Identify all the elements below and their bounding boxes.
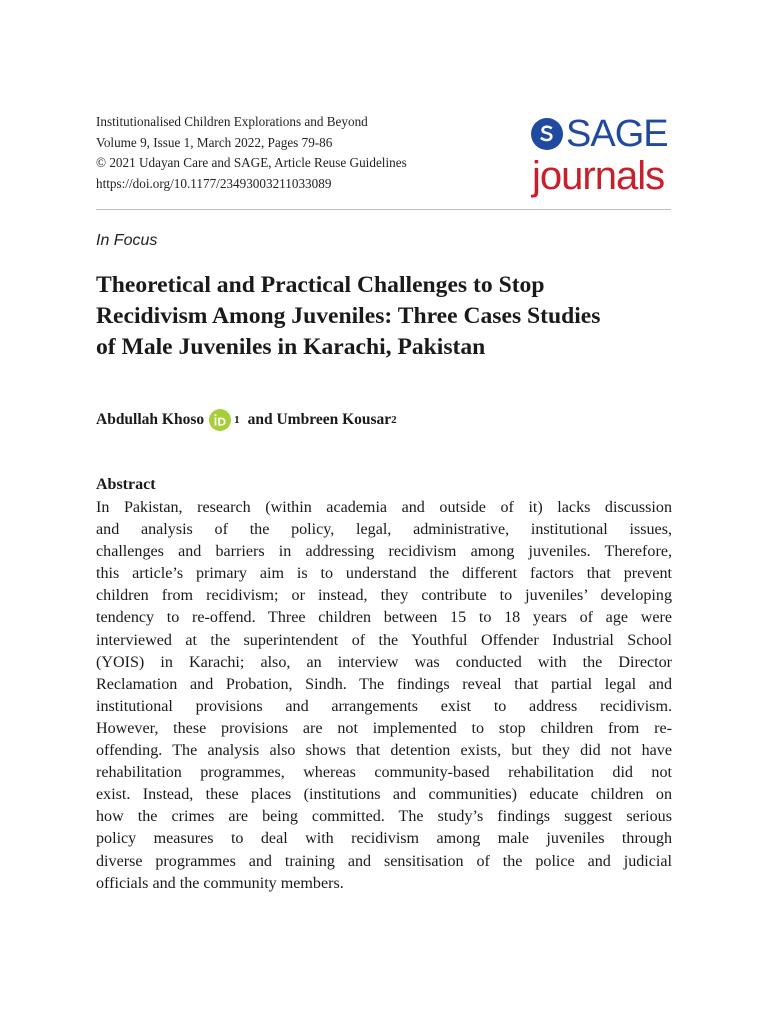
- abstract-line: Reclamation and Probation, Sindh. The findings reveal that partial legal and: [96, 675, 672, 693]
- copyright-line: © 2021 Udayan Care and SAGE, Article Reuse Guidelines: [96, 155, 407, 170]
- title-line: of Male Juveniles in Karachi, Pakistan: [96, 334, 486, 360]
- abstract-line: how the crimes are being committed. The study’s findings suggest serious: [96, 808, 672, 826]
- abstract-line: policy measures to deal with recidivism among male juveniles through: [96, 830, 672, 848]
- section-label: In Focus: [96, 232, 158, 249]
- journal-name: Institutionalised Children Explorations and Beyond: [96, 114, 368, 129]
- abstract-line: However, these provisions are not implemented to stop children from re-: [96, 719, 672, 737]
- abstract-line: officials and the community members.: [96, 874, 344, 892]
- doi-link[interactable]: https://doi.org/10.1177/23493003211033089: [96, 175, 332, 191]
- abstract-heading: Abstract: [96, 476, 156, 493]
- abstract-line: this article’s primary aim is to understand the different factors that prevent: [96, 565, 672, 583]
- journal-meta: [96, 112, 407, 194]
- author-line: Abdullah Khoso 1 and Umbreen Kousar 2: [96, 408, 397, 432]
- orcid-icon[interactable]: [209, 409, 231, 431]
- abstract-body: [96, 497, 672, 895]
- abstract-line: (YOIS) in Karachi; also, an interview was conducted with the Director: [96, 653, 672, 671]
- sage-s-emblem-icon: [530, 117, 564, 151]
- abstract-line: In Pakistan, research (within academia and outside of it) lacks discussion: [96, 499, 672, 516]
- volume-issue: Volume 9, Issue 1, March 2022, Pages 79-86: [96, 134, 333, 150]
- abstract-line: interviewed at the superintendent of the Youthful Offender Industrial School: [96, 631, 672, 649]
- abstract-line: exist. Instead, these places (institutions and communities) educate children on: [96, 786, 672, 804]
- article-title: [96, 270, 676, 363]
- abstract-line: diverse programmes and training and sensitisation of the police and judicial: [96, 852, 672, 870]
- header-divider: [96, 209, 671, 210]
- abstract-line: tendency to re-offend. Three children between 15 to 18 years of age were: [96, 609, 672, 627]
- abstract-line: challenges and barriers in addressing recidivism among juveniles. Therefore,: [96, 543, 672, 561]
- abstract-line: offending. The analysis also shows that detention exists, but they did not have: [96, 742, 672, 760]
- abstract-line: and analysis of the policy, legal, administrative, institutional issues,: [96, 521, 672, 539]
- abstract-line: rehabilitation programmes, whereas community-based rehabilitation did not: [96, 764, 672, 782]
- sage-wordmark: [530, 112, 668, 156]
- sage-journals-logo: [530, 112, 680, 204]
- author-name: and Umbreen Kousar: [247, 411, 392, 428]
- abstract-line: children from recidivism; or instead, they contribute to juveniles’ developing: [96, 587, 672, 605]
- title-line: Theoretical and Practical Challenges to Stop: [96, 272, 545, 298]
- author-name: Abdullah Khoso: [96, 411, 205, 428]
- sage-text: SAGE: [566, 113, 668, 155]
- abstract-line: institutional provisions and arrangements exist to address recidivism.: [96, 697, 672, 715]
- title-line: Recidivism Among Juveniles: Three Cases Studies: [96, 303, 601, 329]
- journals-text: journals: [532, 154, 665, 198]
